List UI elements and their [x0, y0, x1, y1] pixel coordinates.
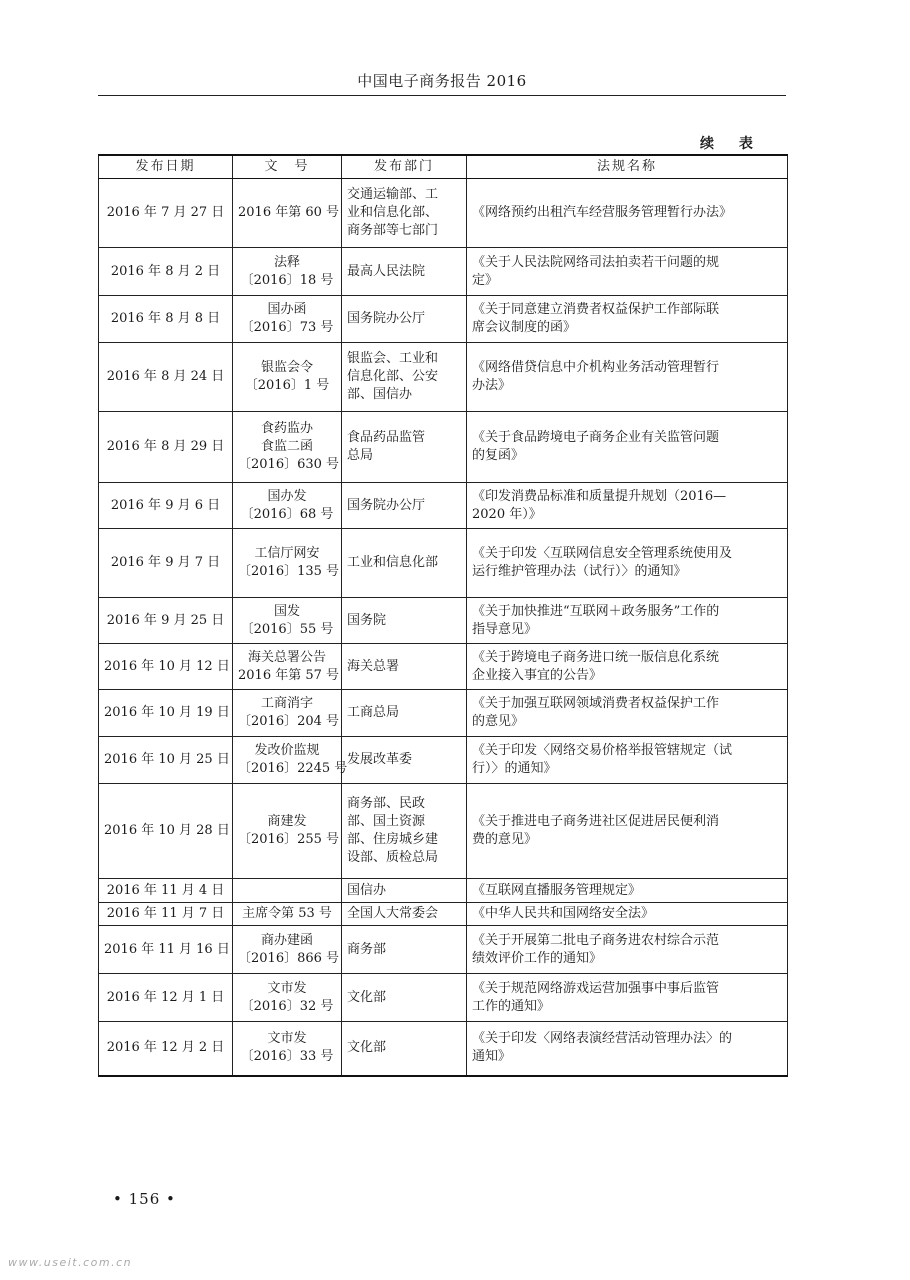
title-line: 《关于人民法院网络司法拍卖若干问题的规 [472, 254, 720, 270]
cell-department [342, 879, 467, 903]
title-line: 《关于食品跨境电子商务企业有关监管问题 [472, 430, 720, 445]
column-header-department: 发布部门 [342, 155, 467, 179]
cell-regulation-title [467, 343, 788, 412]
cell-regulation-title [467, 483, 788, 529]
cell-date: 2016 年 11 月 4 日 [99, 879, 233, 903]
department-line: 海关总署 [347, 658, 400, 674]
doc-number-line: 〔2016〕32 号 [240, 998, 334, 1014]
title-line: 《关于印发〈网络交易价格举报管辖规定（试 [472, 743, 733, 758]
doc-number-line: 2016 年第 60 号 [238, 205, 340, 220]
table-row [99, 690, 788, 737]
department-line: 部、住房城乡建 [347, 832, 439, 847]
cell-doc-number [233, 879, 342, 903]
cell-department [342, 179, 467, 248]
cell-date: 2016 年 7 月 27 日 [99, 179, 233, 248]
department-line: 银监会、工业和 [347, 351, 439, 366]
table-row [99, 529, 788, 598]
cell-department [342, 296, 467, 343]
cell-doc-number [233, 644, 342, 690]
doc-number-line: 发改价监规 [254, 743, 320, 758]
title-line: 《网络借贷信息中介机构业务活动管理暂行 [472, 360, 720, 375]
doc-number-line: 文市发 [267, 980, 307, 996]
title-line: 《关于跨境电子商务进口统一版信息化系统 [472, 649, 720, 665]
cell-regulation-title [467, 644, 788, 690]
department-line: 业和信息化部、 [347, 205, 439, 220]
doc-number-line: 食药监办 [260, 421, 313, 436]
cell-doc-number [233, 412, 342, 483]
cell-doc-number [233, 248, 342, 296]
table-row [99, 784, 788, 879]
cell-doc-number [233, 784, 342, 879]
department-line: 发展改革委 [347, 752, 413, 767]
doc-number-line: 工信厅网安 [254, 546, 320, 561]
cell-date: 2016 年 10 月 12 日 [99, 644, 233, 690]
title-line: 绩效评价工作的通知》 [472, 950, 603, 966]
cell-regulation-title [467, 690, 788, 737]
title-line: 费的意见》 [472, 832, 538, 847]
doc-number-line: 〔2016〕33 号 [240, 1049, 334, 1065]
cell-doc-number [233, 1022, 342, 1076]
header-rule [98, 95, 786, 96]
title-line: 通知》 [472, 1049, 512, 1065]
title-line: 的复函》 [472, 448, 525, 463]
regulations-table [98, 154, 788, 1077]
cell-regulation-title [467, 879, 788, 903]
department-line: 国务院 [347, 612, 387, 628]
title-line: 运行维护管理办法（试行）〉的通知》 [472, 564, 687, 579]
doc-number-line: 主席令第 53 号 [242, 906, 332, 921]
cell-regulation-title [467, 179, 788, 248]
doc-number-line: 〔2016〕55 号 [240, 621, 334, 637]
title-line: 《关于开展第二批电子商务进农村综合示范 [472, 932, 720, 948]
cell-regulation-title [467, 598, 788, 644]
cell-regulation-title [467, 1022, 788, 1076]
cell-doc-number [233, 737, 348, 784]
cell-date: 2016 年 9 月 7 日 [99, 529, 233, 598]
title-line: 《印发消费品标准和质量提升规划（2016— [472, 488, 727, 504]
doc-number-line: 商办建函 [260, 932, 313, 948]
cell-date: 2016 年 10 月 19 日 [99, 690, 233, 737]
doc-number-line: 〔2016〕135 号 [238, 564, 340, 579]
cell-date: 2016 年 8 月 2 日 [99, 248, 233, 296]
title-line: 行）〉的通知》 [472, 761, 557, 776]
column-header-date: 发布日期 [99, 155, 233, 179]
cell-doc-number [233, 343, 342, 412]
title-line: 的意见》 [472, 714, 525, 729]
title-line: 《关于推进电子商务进社区促进居民便利消 [472, 814, 720, 829]
cell-department [342, 598, 467, 644]
cell-date: 2016 年 8 月 8 日 [99, 296, 233, 343]
cell-regulation-title [467, 926, 788, 974]
title-line: 《网络预约出租汽车经营服务管理暂行办法》 [472, 205, 733, 220]
table-row [99, 296, 788, 343]
table-row [99, 879, 788, 903]
title-line: 《关于加强互联网领域消费者权益保护工作 [472, 696, 720, 711]
title-line: 定》 [472, 272, 499, 288]
page-number: • 156 • [113, 1190, 176, 1208]
cell-date: 2016 年 11 月 7 日 [99, 903, 233, 926]
cell-department [342, 737, 467, 784]
cell-date: 2016 年 8 月 29 日 [99, 412, 233, 483]
doc-number-line: 〔2016〕18 号 [240, 272, 334, 288]
department-line: 国务院办公厅 [347, 497, 426, 513]
department-line: 文化部 [347, 989, 387, 1005]
cell-regulation-title [467, 296, 788, 343]
cell-doc-number [233, 483, 342, 529]
doc-number-line: 银监会令 [260, 360, 313, 375]
table-row [99, 248, 788, 296]
cell-department [342, 690, 467, 737]
cell-regulation-title [467, 529, 788, 598]
table-row [99, 343, 788, 412]
cell-regulation-title [467, 903, 788, 926]
doc-number-line: 法释 [273, 254, 300, 270]
cell-doc-number [233, 529, 342, 598]
table-row [99, 737, 788, 784]
cell-doc-number [233, 903, 342, 926]
cell-department [342, 412, 467, 483]
doc-number-line: 〔2016〕630 号 [238, 457, 340, 472]
department-line: 最高人民法院 [347, 263, 426, 279]
table-body [99, 179, 788, 1076]
cell-doc-number [233, 598, 342, 644]
doc-number-line: 〔2016〕73 号 [240, 320, 334, 335]
title-line: 席会议制度的函》 [472, 320, 577, 335]
table-row [99, 412, 788, 483]
department-line: 设部、质检总局 [347, 850, 439, 865]
doc-number-line: 〔2016〕1 号 [244, 378, 330, 393]
cell-department [342, 529, 467, 598]
department-line: 工业和信息化部 [347, 555, 439, 570]
department-line: 商务部等七部门 [347, 223, 439, 238]
table-row [99, 974, 788, 1022]
department-line: 部、国信办 [347, 387, 413, 402]
title-line: 办法》 [472, 378, 512, 393]
cell-date: 2016 年 11 月 16 日 [99, 926, 233, 974]
table-row [99, 903, 788, 926]
department-line: 国务院办公厅 [347, 311, 426, 326]
cell-date: 2016 年 10 月 28 日 [99, 784, 233, 879]
department-line: 商务部 [347, 941, 387, 957]
table-row [99, 644, 788, 690]
cell-department [342, 644, 467, 690]
title-line: 《关于同意建立消费者权益保护工作部际联 [472, 302, 720, 317]
title-line: 企业接入事宜的公告》 [472, 667, 603, 683]
title-line: 《互联网直播服务管理规定》 [472, 882, 642, 898]
cell-regulation-title [467, 784, 788, 879]
title-line: 指导意见》 [472, 621, 538, 637]
running-head-title: 中国电子商务报告 2016 [357, 72, 527, 90]
department-line: 部、国土资源 [347, 814, 426, 829]
cell-department [342, 974, 467, 1022]
department-line: 信息化部、公安 [347, 369, 439, 384]
department-line: 总局 [347, 448, 374, 463]
cell-doc-number [233, 926, 342, 974]
title-line: 《关于规范网络游戏运营加强事中事后监管 [472, 980, 720, 996]
department-line: 交通运输部、工 [347, 187, 439, 202]
table-row [99, 926, 788, 974]
cell-date: 2016 年 12 月 2 日 [99, 1022, 233, 1076]
doc-number-line: 国发 [273, 603, 300, 619]
table-row [99, 598, 788, 644]
doc-number-line: 海关总署公告 [247, 649, 326, 665]
table-row [99, 483, 788, 529]
cell-date: 2016 年 12 月 1 日 [99, 974, 233, 1022]
cell-department [342, 483, 467, 529]
title-line: 工作的通知》 [472, 998, 551, 1014]
doc-number-line: 〔2016〕255 号 [238, 832, 340, 847]
doc-number-line: 文市发 [267, 1031, 307, 1047]
department-line: 国信办 [347, 882, 387, 898]
cell-regulation-title [467, 737, 788, 784]
cell-department [342, 784, 467, 879]
doc-number-line: 商建发 [267, 814, 307, 829]
watermark: www.useit.com.cn [8, 1256, 133, 1269]
department-line: 食品药品监管 [347, 430, 426, 445]
department-line: 全国人大常委会 [347, 906, 439, 921]
column-header-doc-number: 文 号 [233, 155, 342, 179]
title-line: 《关于加快推进“互联网＋政务服务”工作的 [472, 603, 720, 619]
cell-regulation-title [467, 412, 788, 483]
cell-date: 2016 年 10 月 25 日 [99, 737, 233, 784]
doc-number-line: 〔2016〕2245 号 [238, 761, 348, 776]
cell-doc-number [233, 296, 342, 343]
department-line: 商务部、民政 [347, 796, 426, 811]
department-line: 工商总局 [347, 705, 400, 720]
cell-doc-number [233, 179, 342, 248]
doc-number-line: 国办函 [267, 302, 307, 317]
cell-date: 2016 年 8 月 24 日 [99, 343, 233, 412]
cell-doc-number [233, 690, 342, 737]
cell-regulation-title [467, 248, 788, 296]
cell-doc-number [233, 974, 342, 1022]
cell-department [342, 903, 467, 926]
column-header-regulation-title: 法规名称 [467, 155, 788, 179]
doc-number-line: 国办发 [267, 488, 307, 504]
doc-number-line: 工商消字 [260, 696, 313, 711]
title-line: 《关于印发〈互联网信息安全管理系统使用及 [472, 546, 733, 561]
title-line: 《中华人民共和国网络安全法》 [472, 906, 655, 921]
cell-department [342, 926, 467, 974]
cell-department [342, 343, 467, 412]
cell-department [342, 1022, 467, 1076]
cell-regulation-title [467, 974, 788, 1022]
table-row [99, 1022, 788, 1076]
doc-number-line: 食监二函 [260, 439, 313, 454]
cell-date: 2016 年 9 月 6 日 [99, 483, 233, 529]
title-line: 《关于印发〈网络表演经营活动管理办法〉的 [472, 1031, 733, 1047]
doc-number-line: 〔2016〕866 号 [238, 950, 340, 966]
department-line: 文化部 [347, 1040, 387, 1056]
cell-date: 2016 年 9 月 25 日 [99, 598, 233, 644]
doc-number-line: 〔2016〕204 号 [238, 714, 340, 729]
cell-department [342, 248, 467, 296]
doc-number-line: 2016 年第 57 号 [238, 667, 340, 683]
table-row [99, 179, 788, 248]
title-line: 2020 年）》 [472, 506, 542, 522]
table-header-row [99, 155, 788, 179]
table-continued-label: 续 表 [700, 136, 763, 152]
doc-number-line: 〔2016〕68 号 [240, 506, 334, 522]
